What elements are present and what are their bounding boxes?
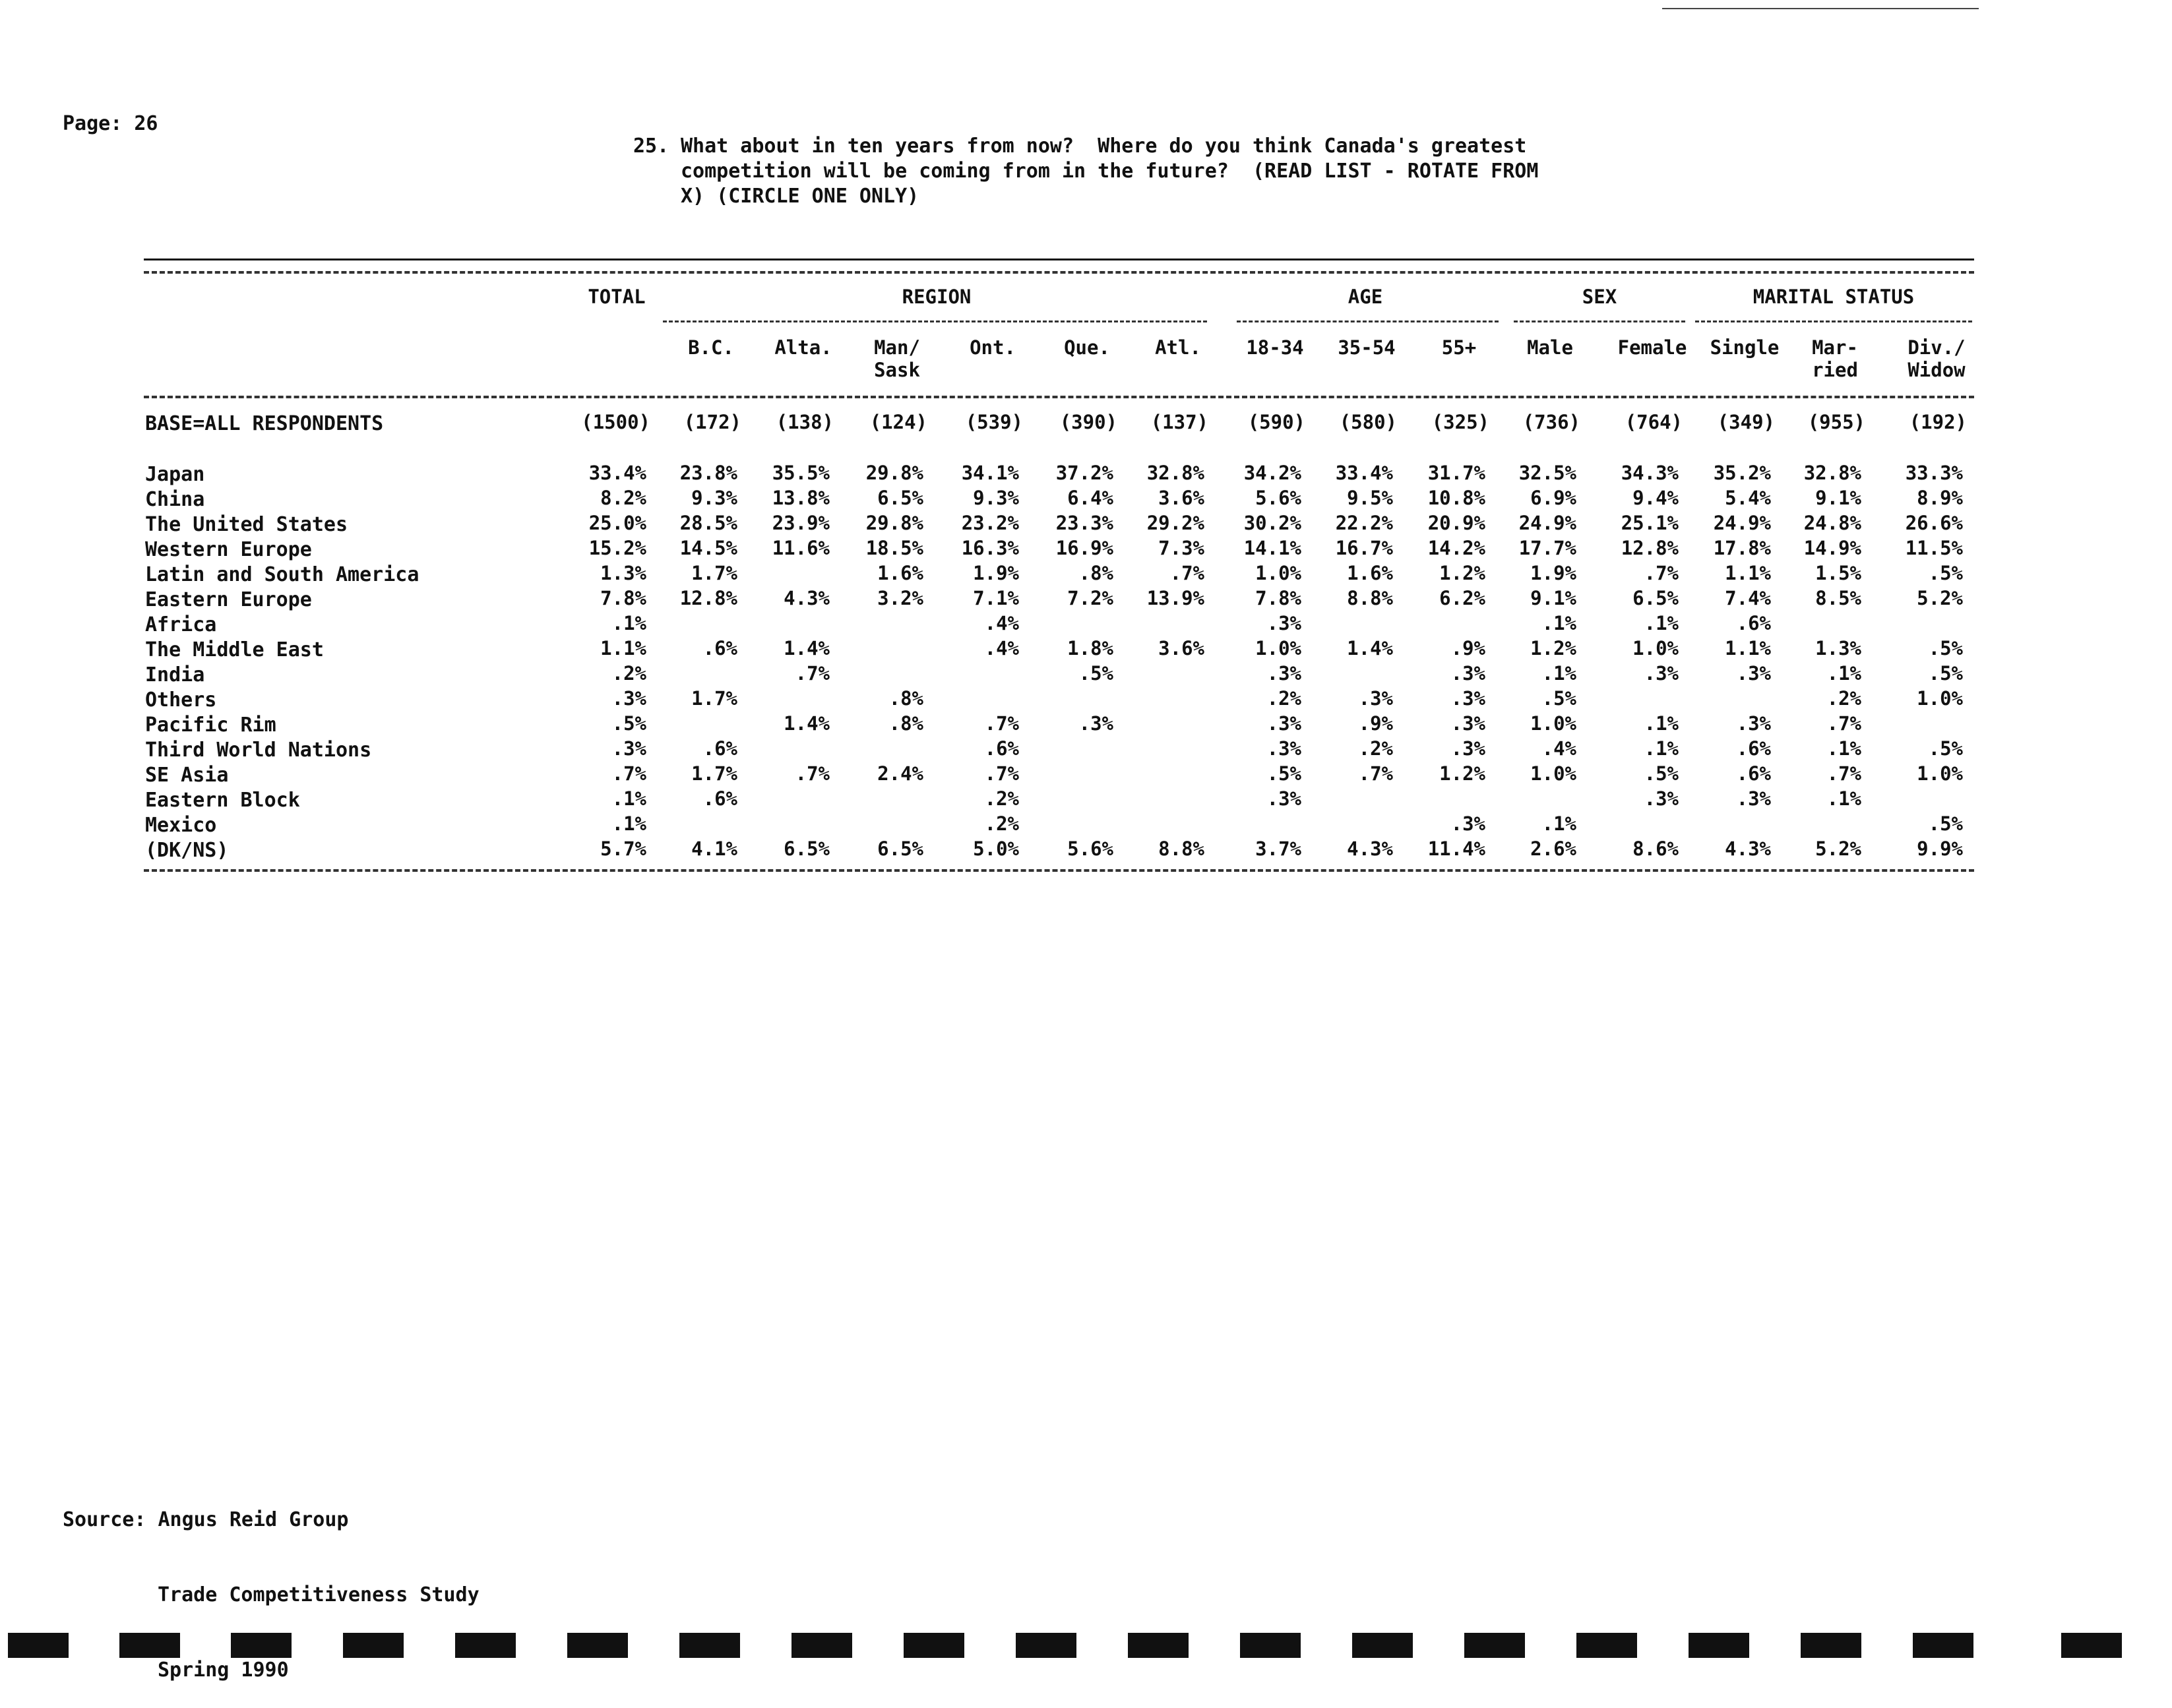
row-label-12: Third World Nations (145, 739, 372, 762)
table-cell: .7% (1358, 762, 1393, 785)
table-cell: .8% (1078, 562, 1113, 584)
table-cell: .5% (1928, 737, 1963, 760)
footer-block (1128, 1633, 1189, 1658)
table-cell: .1% (611, 612, 646, 634)
table-cell: 5.4% (1725, 487, 1771, 509)
top-edge-line (1662, 8, 1979, 9)
row-label-10: Others (145, 688, 217, 712)
table-cell: .5% (1644, 762, 1679, 785)
table-cell: .5% (1541, 687, 1576, 710)
table-cell: 25.1% (1621, 512, 1679, 534)
footer-block (2061, 1633, 2122, 1658)
table-cell: 5.0% (973, 838, 1019, 860)
base-cell: (764) (1625, 411, 1683, 433)
column-header-11: Male (1527, 336, 1573, 359)
table-cell: 2.4% (877, 762, 923, 785)
footer-block (1240, 1633, 1301, 1658)
base-row-label: BASE=ALL RESPONDENTS (145, 412, 384, 435)
question-text (681, 134, 1538, 209)
table-cell: 8.9% (1917, 487, 1963, 509)
table-cell: .6% (1736, 762, 1771, 785)
table-cell: 24.9% (1713, 512, 1771, 534)
table-cell: .3% (1450, 812, 1485, 835)
footer-block (1913, 1633, 1973, 1658)
table-cell: 1.5% (1815, 562, 1861, 584)
table-cell: 7.4% (1725, 587, 1771, 609)
table-cell: 1.1% (600, 637, 646, 659)
table-cell: 1.9% (1530, 562, 1576, 584)
table-cell: .3% (1736, 787, 1771, 810)
row-label-16: (DK/NS) (145, 839, 229, 862)
group-header-total: TOTAL (588, 286, 646, 308)
table-cell: 5.6% (1067, 838, 1113, 860)
footer-block (679, 1633, 740, 1658)
table-cell: 1.2% (1439, 762, 1485, 785)
table-cell: 24.8% (1803, 512, 1861, 534)
table-cell: 1.3% (1815, 637, 1861, 659)
table-cell: .7% (1169, 562, 1204, 584)
column-header-12: Female (1617, 336, 1687, 359)
table-bottom-rule (144, 869, 1974, 872)
table-cell: 1.2% (1439, 562, 1485, 584)
table-cell: 5.7% (600, 838, 646, 860)
table-cell: 14.5% (679, 537, 737, 559)
group-underline-4 (1695, 320, 1972, 322)
table-cell: 32.8% (1803, 462, 1861, 484)
table-cell: 7.8% (600, 587, 646, 609)
column-header-10: 55+ (1441, 336, 1477, 359)
row-label-15: Mexico (145, 814, 217, 837)
table-cell: 17.8% (1713, 537, 1771, 559)
table-cell: 1.0% (1917, 762, 1963, 785)
row-label-3: The United States (145, 513, 348, 536)
table-cell: 9.1% (1530, 587, 1576, 609)
group-underline-1 (663, 320, 1207, 322)
table-cell: 23.2% (961, 512, 1019, 534)
table-cell: .3% (1266, 712, 1301, 735)
row-label-1: Japan (145, 463, 205, 486)
table-cell: 3.6% (1158, 637, 1204, 659)
table-cell: 9.5% (1347, 487, 1393, 509)
base-cell: (325) (1431, 411, 1489, 433)
table-cell: 7.3% (1158, 537, 1204, 559)
table-cell: .3% (1450, 712, 1485, 735)
table-cell: 16.9% (1055, 537, 1113, 559)
table-cell: .2% (984, 812, 1019, 835)
row-label-7: Africa (145, 613, 217, 636)
base-cell: (736) (1522, 411, 1580, 433)
base-cell: (192) (1909, 411, 1967, 433)
table-cell: 18.5% (865, 537, 923, 559)
table-cell: .3% (1266, 612, 1301, 634)
table-cell: .3% (611, 737, 646, 760)
table-cell: 31.7% (1427, 462, 1485, 484)
table-cell: .2% (1266, 687, 1301, 710)
table-cell: .1% (1644, 612, 1679, 634)
table-cell: .1% (1826, 787, 1861, 810)
table-cell: .5% (1078, 662, 1113, 685)
table-cell: .7% (984, 762, 1019, 785)
base-cell: (1500) (581, 411, 650, 433)
table-cell: .6% (1736, 737, 1771, 760)
table-cell: .7% (984, 712, 1019, 735)
table-cell: 6.5% (877, 838, 923, 860)
table-cell: .4% (984, 612, 1019, 634)
table-cell: .6% (984, 737, 1019, 760)
table-cell: .3% (1736, 712, 1771, 735)
table-cell: 23.9% (772, 512, 830, 534)
table-cell: .1% (611, 812, 646, 835)
table-cell: .3% (1736, 662, 1771, 685)
table-cell: 2.6% (1530, 838, 1576, 860)
table-cell: 14.2% (1427, 537, 1485, 559)
column-header-9: 35-54 (1338, 336, 1396, 359)
table-cell: .6% (702, 637, 737, 659)
table-cell: 24.9% (1518, 512, 1576, 534)
table-cell: .3% (1450, 687, 1485, 710)
table-cell: 32.5% (1518, 462, 1576, 484)
table-cell: 1.0% (1255, 562, 1301, 584)
table-cell: .8% (888, 687, 923, 710)
base-cell: (580) (1339, 411, 1397, 433)
table-cell: 14.1% (1243, 537, 1301, 559)
table-cell: 34.2% (1243, 462, 1301, 484)
table-cell: .3% (1644, 787, 1679, 810)
footer-block (1464, 1633, 1525, 1658)
group-header-marital: MARITAL STATUS (1753, 286, 1915, 308)
table-cell: .4% (984, 637, 1019, 659)
column-header-14: Mar- ried (1812, 336, 1858, 381)
table-cell: .7% (795, 662, 830, 685)
table-cell: 28.5% (679, 512, 737, 534)
footer-block (8, 1633, 69, 1658)
footer-block (567, 1633, 628, 1658)
table-cell: 1.3% (600, 562, 646, 584)
table-cell: 6.5% (877, 487, 923, 509)
row-label-8: The Middle East (145, 638, 324, 661)
table-cell: .3% (611, 687, 646, 710)
column-header-2: B.C. (688, 336, 734, 359)
table-cell: 11.6% (772, 537, 830, 559)
table-cell: .3% (1266, 662, 1301, 685)
table-cell: .1% (1826, 662, 1861, 685)
table-cell: 8.8% (1158, 838, 1204, 860)
table-cell: .1% (1644, 712, 1679, 735)
footer-block (119, 1633, 180, 1658)
table-cell: 7.1% (973, 587, 1019, 609)
table-cell: 34.1% (961, 462, 1019, 484)
table-cell: 8.6% (1632, 838, 1679, 860)
top-rule (144, 259, 1974, 260)
table-cell: 13.8% (772, 487, 830, 509)
table-cell: 7.8% (1255, 587, 1301, 609)
table-cell: 37.2% (1055, 462, 1113, 484)
table-cell: .2% (1826, 687, 1861, 710)
table-cell: .5% (1928, 562, 1963, 584)
group-underline-2 (1237, 320, 1499, 322)
table-cell: 9.9% (1917, 838, 1963, 860)
table-cell: .7% (1644, 562, 1679, 584)
table-cell: .5% (1928, 637, 1963, 659)
table-cell: .3% (1266, 787, 1301, 810)
base-cell: (590) (1247, 411, 1305, 433)
base-cell: (124) (869, 411, 927, 433)
table-cell: 1.4% (1347, 637, 1393, 659)
table-cell: .1% (1826, 737, 1861, 760)
table-cell: 6.9% (1530, 487, 1576, 509)
table-cell: .5% (1928, 812, 1963, 835)
group-header-sex: SEX (1582, 286, 1617, 308)
table-cell: .4% (1541, 737, 1576, 760)
table-cell: 5.2% (1917, 587, 1963, 609)
table-cell: 6.5% (784, 838, 830, 860)
table-cell: 30.2% (1243, 512, 1301, 534)
table-cell: 1.8% (1067, 637, 1113, 659)
footer-block (1801, 1633, 1861, 1658)
table-cell: 6.5% (1632, 587, 1679, 609)
table-cell: .1% (611, 787, 646, 810)
table-cell: 16.7% (1335, 537, 1393, 559)
table-cell: .3% (1358, 687, 1393, 710)
table-cell: 13.9% (1146, 587, 1204, 609)
source-line-1: Angus Reid Group (158, 1508, 349, 1531)
table-cell: 29.8% (865, 462, 923, 484)
table-cell: .9% (1450, 637, 1485, 659)
table-cell: 4.3% (1725, 838, 1771, 860)
base-cell: (137) (1150, 411, 1208, 433)
footer-block (343, 1633, 404, 1658)
source-label: Source: (63, 1508, 146, 1531)
table-cell: 9.3% (973, 487, 1019, 509)
table-cell: 7.2% (1067, 587, 1113, 609)
base-cell: (955) (1807, 411, 1865, 433)
table-cell: 10.8% (1427, 487, 1485, 509)
table-cell: 32.8% (1146, 462, 1204, 484)
table-cell: 25.0% (588, 512, 646, 534)
table-cell: 35.5% (772, 462, 830, 484)
footer-block (791, 1633, 852, 1658)
table-cell: 12.8% (1621, 537, 1679, 559)
table-cell: 9.1% (1815, 487, 1861, 509)
row-label-9: India (145, 663, 205, 686)
table-cell: 1.4% (784, 637, 830, 659)
table-cell: .5% (1928, 662, 1963, 685)
table-cell: .7% (795, 762, 830, 785)
table-cell: .6% (1736, 612, 1771, 634)
footer-block (1016, 1633, 1076, 1658)
base-cell: (539) (965, 411, 1023, 433)
table-cell: 15.2% (588, 537, 646, 559)
table-cell: .1% (1541, 662, 1576, 685)
group-header-region: REGION (902, 286, 972, 308)
footer-block (231, 1633, 292, 1658)
footer-block (1689, 1633, 1749, 1658)
table-cell: .3% (1450, 737, 1485, 760)
table-cell: .6% (702, 787, 737, 810)
table-cell: 1.9% (973, 562, 1019, 584)
table-cell: .3% (1644, 662, 1679, 685)
table-cell: 1.1% (1725, 637, 1771, 659)
table-cell: 3.2% (877, 587, 923, 609)
table-cell: 1.1% (1725, 562, 1771, 584)
group-underline-3 (1514, 320, 1685, 322)
table-cell: 33.3% (1905, 462, 1963, 484)
top-dashed-rule (144, 271, 1974, 274)
question-line-1: What about in ten years from now? Where do you think Canada's greatest (681, 135, 1527, 158)
table-cell: 1.6% (1347, 562, 1393, 584)
table-cell: 23.3% (1055, 512, 1113, 534)
table-cell: .8% (888, 712, 923, 735)
column-header-8: 18-34 (1246, 336, 1304, 359)
row-label-14: Eastern Block (145, 789, 300, 812)
table-cell: 1.0% (1530, 762, 1576, 785)
table-cell: 3.7% (1255, 838, 1301, 860)
column-header-7: Atl. (1155, 336, 1201, 359)
table-cell: .7% (611, 762, 646, 785)
table-cell: 29.8% (865, 512, 923, 534)
table-cell: 1.0% (1917, 687, 1963, 710)
table-cell: .3% (1266, 737, 1301, 760)
row-label-2: China (145, 488, 205, 511)
table-cell: 33.4% (1335, 462, 1393, 484)
table-cell: 5.6% (1255, 487, 1301, 509)
table-cell: 4.3% (784, 587, 830, 609)
base-cell: (138) (776, 411, 834, 433)
row-label-13: SE Asia (145, 764, 229, 787)
column-header-5: Ont. (970, 336, 1016, 359)
table-cell: .1% (1541, 612, 1576, 634)
table-cell: 1.0% (1255, 637, 1301, 659)
table-cell: .2% (984, 787, 1019, 810)
footer-block (455, 1633, 516, 1658)
table-cell: 11.4% (1427, 838, 1485, 860)
footer-block (1352, 1633, 1413, 1658)
table-cell: 1.6% (877, 562, 923, 584)
table-cell: .1% (1541, 812, 1576, 835)
source-note (63, 1457, 480, 1708)
table-cell: 33.4% (588, 462, 646, 484)
table-cell: 23.8% (679, 462, 737, 484)
question-number: 25. (633, 135, 669, 158)
source-line-2: Trade Competitiveness Study (158, 1583, 480, 1606)
table-cell: 14.9% (1803, 537, 1861, 559)
table-cell: .6% (702, 737, 737, 760)
footer-block (904, 1633, 964, 1658)
table-cell: 1.7% (691, 762, 737, 785)
base-cell: (172) (683, 411, 741, 433)
table-cell: .2% (611, 662, 646, 685)
table-cell: .7% (1826, 712, 1861, 735)
group-header-age: AGE (1348, 286, 1383, 308)
table-cell: 1.7% (691, 562, 737, 584)
table-cell: .3% (1450, 662, 1485, 685)
table-cell: .2% (1358, 737, 1393, 760)
table-cell: 29.2% (1146, 512, 1204, 534)
question-block (633, 134, 1539, 209)
table-cell: 12.8% (679, 587, 737, 609)
table-cell: .5% (611, 712, 646, 735)
base-cell: (349) (1717, 411, 1775, 433)
table-cell: 17.7% (1518, 537, 1576, 559)
table-cell: 26.6% (1905, 512, 1963, 534)
table-cell: 9.4% (1632, 487, 1679, 509)
column-header-6: Que. (1064, 336, 1110, 359)
table-cell: .7% (1826, 762, 1861, 785)
row-label-4: Western Europe (145, 538, 312, 561)
table-cell: 1.4% (784, 712, 830, 735)
table-cell: .3% (1078, 712, 1113, 735)
column-header-4: Man/ Sask (874, 336, 920, 381)
table-cell: 34.3% (1621, 462, 1679, 484)
page-number: Page: 26 (63, 112, 158, 135)
source-line-3: Spring 1990 (158, 1659, 289, 1682)
column-header-13: Single (1710, 336, 1780, 359)
column-header-3: Alta. (774, 336, 832, 359)
table-cell: 8.8% (1347, 587, 1393, 609)
footer-block (1576, 1633, 1637, 1658)
row-label-5: Latin and South America (145, 563, 419, 586)
table-cell: 1.2% (1530, 637, 1576, 659)
table-cell: 11.5% (1905, 537, 1963, 559)
table-cell: 3.6% (1158, 487, 1204, 509)
table-cell: 6.2% (1439, 587, 1485, 609)
table-cell: 1.0% (1632, 637, 1679, 659)
table-cell: 4.1% (691, 838, 737, 860)
table-cell: 4.3% (1347, 838, 1393, 860)
row-label-6: Eastern Europe (145, 588, 312, 611)
question-line-2: competition will be coming from in the future? (READ LIST - ROTATE FROM (681, 160, 1539, 183)
column-header-15: Div./ Widow (1908, 336, 1966, 381)
table-cell: 22.2% (1335, 512, 1393, 534)
table-cell: .9% (1358, 712, 1393, 735)
table-cell: 1.7% (691, 687, 737, 710)
table-cell: 20.9% (1427, 512, 1485, 534)
question-line-3: X) (CIRCLE ONE ONLY) (681, 185, 919, 208)
table-cell: 1.0% (1530, 712, 1576, 735)
table-cell: 6.4% (1067, 487, 1113, 509)
table-cell: .1% (1644, 737, 1679, 760)
table-cell: 5.2% (1815, 838, 1861, 860)
table-cell: 8.5% (1815, 587, 1861, 609)
table-cell: 9.3% (691, 487, 737, 509)
table-cell: 8.2% (600, 487, 646, 509)
table-cell: 35.2% (1713, 462, 1771, 484)
header-bottom-rule (144, 396, 1974, 398)
row-label-11: Pacific Rim (145, 714, 276, 737)
table-cell: .5% (1266, 762, 1301, 785)
table-cell: 16.3% (961, 537, 1019, 559)
base-cell: (390) (1059, 411, 1117, 433)
